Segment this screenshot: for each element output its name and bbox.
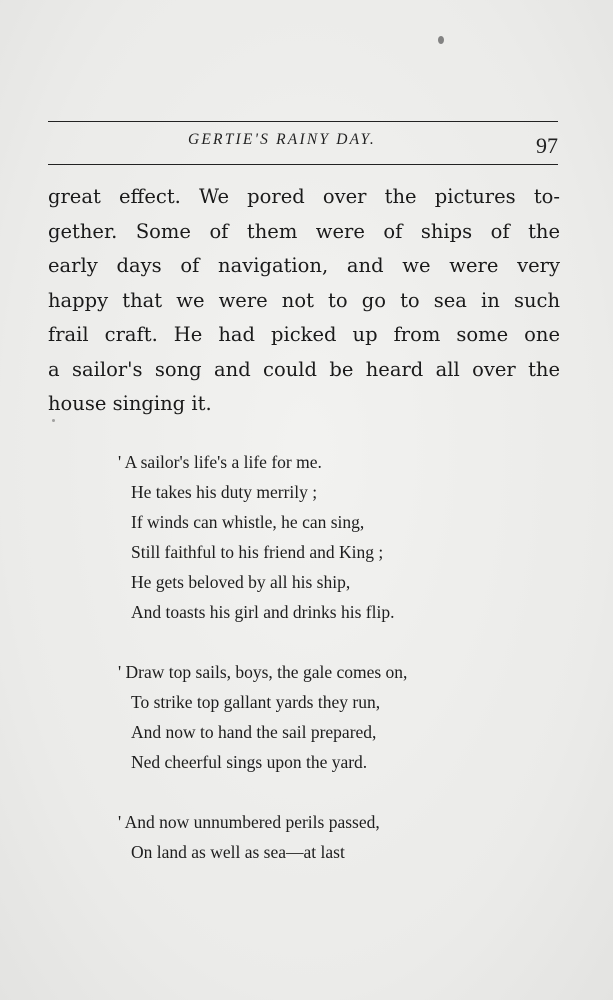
verse-line: ' And now unnumbered perils passed, bbox=[118, 812, 380, 832]
verse-line: ' Draw top sails, boys, the gale comes on, bbox=[118, 662, 408, 682]
verse-stanza bbox=[118, 807, 518, 867]
paragraph-line: happy that we were not to go to sea in such bbox=[48, 288, 560, 312]
verse-line: If winds can whistle, he can sing, bbox=[131, 512, 365, 532]
verse-line: And now to hand the sail prepared, bbox=[131, 722, 377, 742]
paragraph-line: house singing it. bbox=[48, 392, 212, 415]
body-paragraph bbox=[48, 180, 560, 422]
paragraph-line: gether. Some of them were of ships of the bbox=[48, 219, 560, 243]
verse-line: Ned cheerful sings upon the yard. bbox=[131, 752, 368, 772]
page-number: 97 bbox=[536, 133, 558, 158]
header-rule-top bbox=[48, 121, 558, 122]
verse-line: On land as well as sea—at last bbox=[131, 842, 345, 862]
verse-line: Still faithful to his friend and King ; bbox=[131, 542, 384, 562]
verse-line: And toasts his girl and drinks his flip. bbox=[131, 602, 395, 622]
paragraph-line: frail craft. He had picked up from some one bbox=[48, 323, 560, 346]
verse-line: He takes his duty merrily ; bbox=[131, 482, 318, 502]
running-title: GERTIE'S RAINY DAY. bbox=[188, 131, 376, 148]
verse-line: To strike top gallant yards they run, bbox=[131, 692, 381, 712]
paragraph-line: a sailor's song and could be heard all over the bbox=[48, 357, 560, 381]
running-head bbox=[48, 129, 558, 157]
verse-line: ' A sailor's life's a life for me. bbox=[118, 452, 322, 472]
verse-line: He gets beloved by all his ship, bbox=[131, 572, 351, 592]
verse-stanza bbox=[118, 447, 518, 627]
paragraph-line: great effect. We pored over the pictures to- bbox=[48, 185, 560, 208]
ink-speck bbox=[438, 36, 444, 44]
paragraph-line: early days of navigation, and we were very bbox=[48, 254, 560, 277]
verse-stanza bbox=[118, 657, 518, 777]
header-rule-bottom bbox=[48, 164, 558, 165]
